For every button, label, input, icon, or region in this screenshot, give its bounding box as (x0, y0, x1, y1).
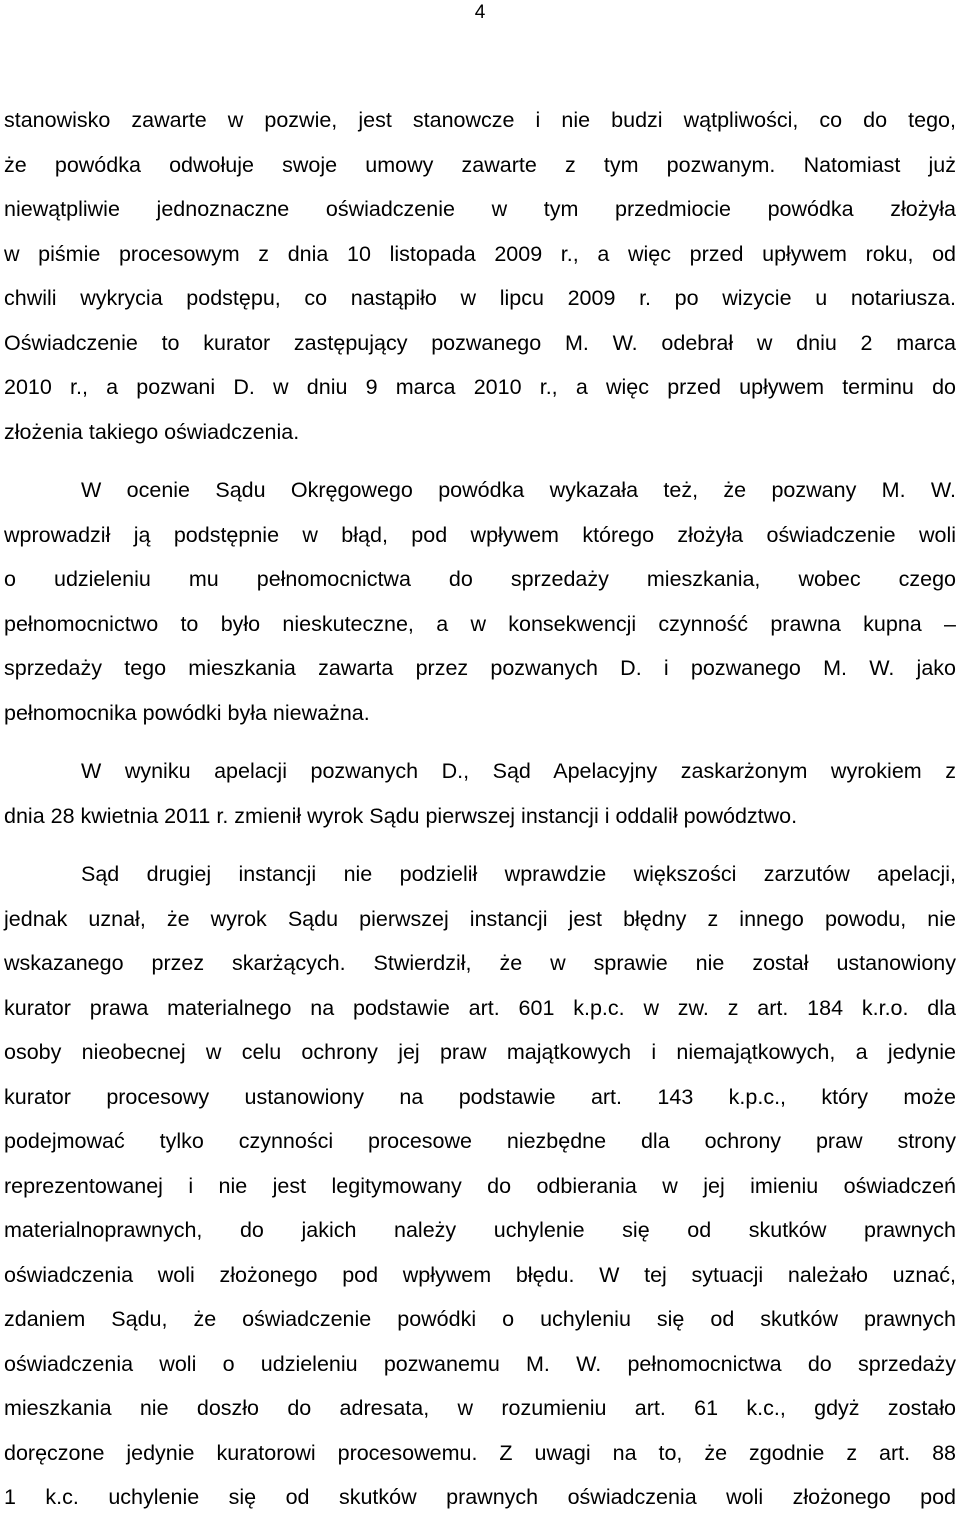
text-line: sprzedaży tego mieszkania zawarta przez pozwanych D. i pozwanego M. W. jako (4, 656, 956, 680)
text-line: oświadczenia woli o udzieleniu pozwanemu M. W. pełnomocnictwa do sprzedaży (4, 1351, 956, 1376)
text-line: W ocenie Sądu Okręgowego powódka wykazała też, że pozwany M. W. (81, 478, 956, 502)
text-line: jednak uznał, że wyrok Sądu pierwszej instancji jest błędny z innego powodu, nie (4, 906, 956, 931)
paragraph-2 (4, 468, 956, 735)
text-line: Oświadczenie to kurator zastępujący pozwanego M. W. odebrał w dniu 2 marca (4, 330, 956, 355)
text-line: 1 k.c. uchylenie się od skutków prawnych oświadczenia woli złożonego pod (4, 1485, 956, 1509)
page-number: 4 (474, 2, 486, 23)
text-line: osoby nieobecnej w celu ochrony jej praw majątkowych i niemajątkowych, a jedynie (4, 1040, 956, 1064)
text-line: W wyniku apelacji pozwanych D., Sąd Apelacyjny zaskarżonym wyrokiem z (81, 759, 956, 783)
text-line: pełnomocnictwo to było nieskuteczne, a w konsekwencji czynność prawna kupna – (4, 611, 956, 636)
paragraph-1 (4, 98, 956, 454)
text-line: dnia 28 kwietnia 2011 r. zmienił wyrok Sądu pierwszej instancji i oddalił powództwo. (4, 803, 798, 828)
text-line: pełnomocnika powódki była nieważna. (4, 700, 370, 725)
text-line: Sąd drugiej instancji nie podzielił wprawdzie większości zarzutów apelacji, (81, 862, 956, 886)
text-line: oświadczenia woli złożonego pod wpływem błędu. W tej sytuacji należało uznać, (4, 1262, 956, 1287)
text-line: podejmować tylko czynności procesowe niezbędne dla ochrony praw strony (4, 1129, 956, 1153)
document-body (4, 98, 956, 1520)
paragraph-3 (4, 749, 956, 838)
text-line: doręczone jedynie kuratorowi procesowemu. Z uwagi na to, że zgodnie z art. 88 (4, 1440, 956, 1465)
text-line: materialnoprawnych, do jakich należy uchylenie się od skutków prawnych (4, 1218, 956, 1242)
text-line: złożenia takiego oświadczenia. (4, 419, 300, 444)
text-line: że powódka odwołuje swoje umowy zawarte z tym pozwanym. Natomiast już (4, 152, 956, 177)
text-line: reprezentowanej i nie jest legitymowany do odbierania w jej imieniu oświadczeń (4, 1173, 956, 1198)
text-line: mieszkania nie doszło do adresata, w rozumieniu art. 61 k.c., gdyż zostało (4, 1396, 956, 1420)
text-line: zdaniem Sądu, że oświadczenie powódki o uchyleniu się od skutków prawnych (4, 1307, 956, 1331)
paragraph-4 (4, 852, 956, 1520)
text-line: w piśmie procesowym z dnia 10 listopada 2009 r., a więc przed upływem roku, od (4, 241, 956, 266)
text-line: niewątpliwie jednoznaczne oświadczenie w tym przedmiocie powódka złożyła (4, 197, 956, 221)
text-line: kurator prawa materialnego na podstawie art. 601 k.p.c. w zw. z art. 184 k.r.o. dla (4, 995, 956, 1020)
text-line: 2010 r., a pozwani D. w dniu 9 marca 2010 r., a więc przed upływem terminu do (4, 375, 956, 399)
text-line: o udzieleniu mu pełnomocnictwa do sprzedaży mieszkania, wobec czego (4, 567, 956, 591)
text-line: wprowadził ją podstępnie w błąd, pod wpływem którego złożyła oświadczenie woli (4, 522, 956, 547)
text-line: kurator procesowy ustanowiony na podstawie art. 143 k.p.c., który może (4, 1084, 956, 1109)
text-line: chwili wykrycia podstępu, co nastąpiło w lipcu 2009 r. po wizycie u notariusza. (4, 286, 956, 310)
text-line: stanowisko zawarte w pozwie, jest stanowcze i nie budzi wątpliwości, co do tego, (4, 108, 956, 132)
text-line: wskazanego przez skarżących. Stwierdził, że w sprawie nie został ustanowiony (4, 951, 956, 975)
